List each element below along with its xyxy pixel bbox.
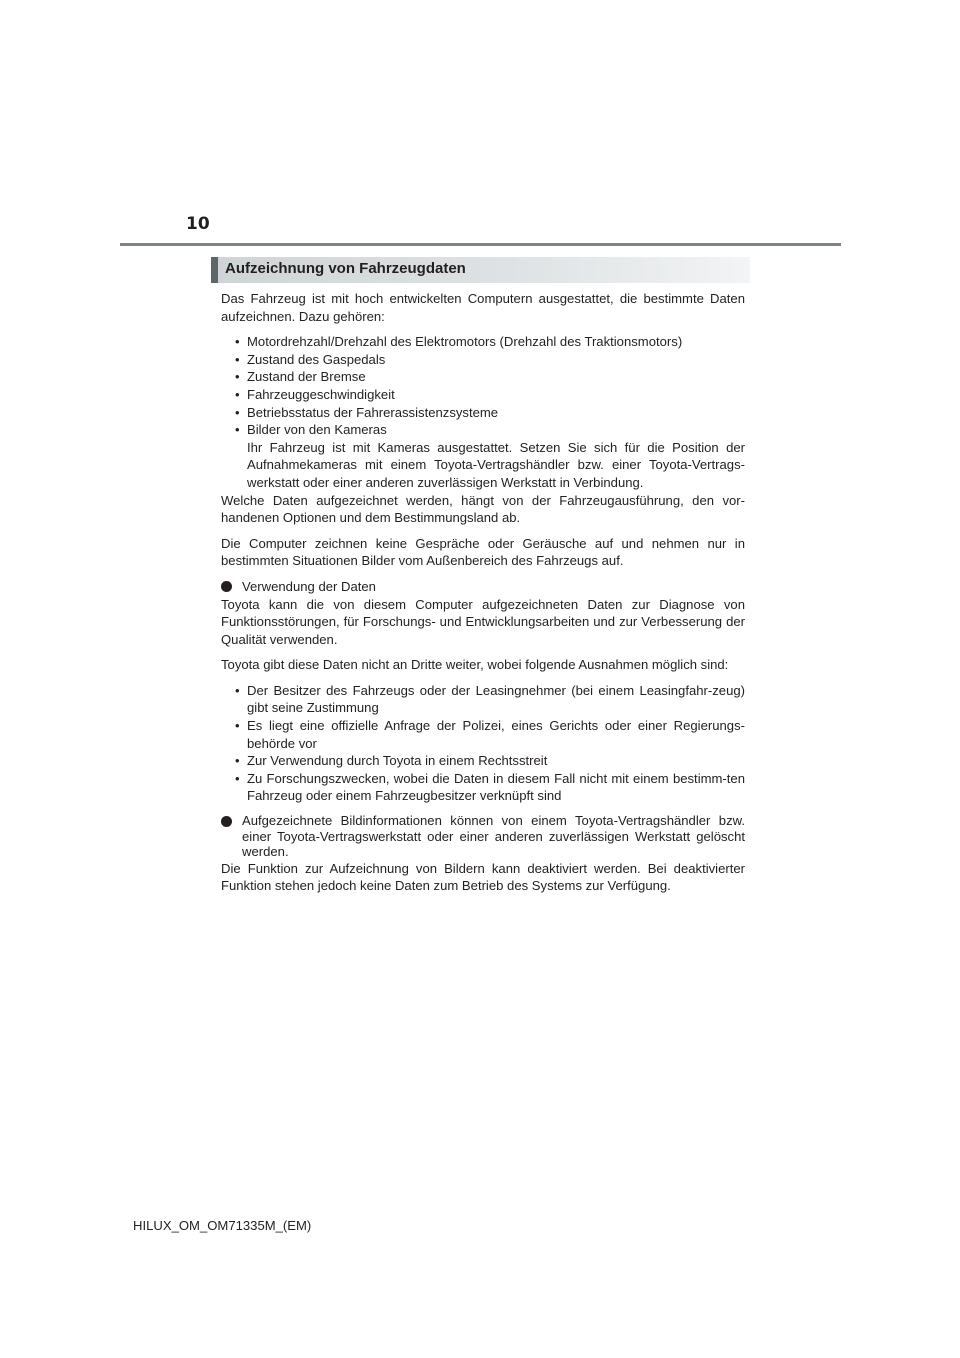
exceptions-list (221, 682, 745, 805)
list-item: • Es liegt eine offizielle Anfrage der Polizei, eines Gerichts oder einer Regierungs-behörde vor (235, 718, 745, 751)
list-item: • Bilder von den Kameras Ihr Fahrzeug ist mit Kameras ausgestattet. Setzen Sie sich für die Position der Aufnahmekameras mit einem Toyota-Vertragshändler bzw. einer Toyota-Vertrags-werkstatt oder einer anderen zuverlässigen Werkstatt in Verbindung. (235, 422, 745, 490)
usage-heading: Verwendung der Daten (242, 578, 376, 594)
recorded-data-list (221, 333, 745, 491)
section-accent (211, 257, 218, 283)
third-party-paragraph: Toyota gibt diese Daten nicht an Dritte weiter, wobei folgende Ausnahmen möglich sind: (221, 657, 729, 673)
list-item: • Zur Verwendung durch Toyota in einem Rechtsstreit (235, 753, 548, 769)
section-title: Aufzeichnung von Fahrzeugdaten (225, 260, 466, 277)
list-item: • Zustand des Gaspedals (235, 351, 386, 367)
list-item: • Zustand der Bremse (235, 369, 366, 385)
section-header (211, 257, 750, 283)
list-item: • Fahrzeuggeschwindigkeit (235, 386, 395, 402)
list-item: • Motordrehzahl/Drehzahl des Elektromotors (Drehzahl des Traktionsmotors) (235, 334, 683, 350)
list-item: • Der Besitzer des Fahrzeugs oder der Leasingnehmer (bei einem Leasingfahr-zeug) gibt seine Zustimmung (235, 682, 745, 716)
header-rule (120, 243, 841, 246)
deletion-item (221, 813, 745, 860)
deletion-text: Aufgezeichnete Bildinformationen können von einem Toyota-Vertragshändler bzw. einer Toyota-Vertragswerkstatt oder einer anderen zuverlässigen Werkstatt gelöscht werden. (242, 813, 745, 860)
list-item: • Zu Forschungszwecken, wobei die Daten in diesem Fall nicht mit einem bestimm-ten Fahrzeug oder einem Fahrzeugbesitzer verknüpft sind (235, 770, 745, 804)
document-body (221, 290, 745, 895)
bullet-circle-icon (221, 581, 232, 592)
disable-paragraph: Die Funktion zur Aufzeichnung von Bildern kann deaktiviert werden. Bei deaktivierter Funktion stehen jedoch keine Daten zum Betrieb des Systems zur Verfügung. (221, 860, 745, 894)
no-audio-paragraph: Die Computer zeichnen keine Gespräche oder Geräusche auf und nehmen nur in bestimmten Situationen Bilder vom Außenbereich des Fahrzeugs auf. (221, 535, 745, 569)
list-item: • Betriebsstatus der Fahrerassistenzsysteme (235, 404, 499, 420)
footer-code: HILUX_OM_OM71335M_(EM) (133, 1218, 312, 1233)
variation-paragraph: Welche Daten aufgezeichnet werden, hängt von der Fahrzeugausführung, den vor-handenen Optionen und dem Bestimmungsland ab. (221, 492, 745, 526)
page-number: 10 (186, 214, 210, 234)
usage-item (221, 578, 745, 596)
bullet-circle-icon (221, 816, 232, 827)
intro-paragraph: Das Fahrzeug ist mit hoch entwickelten Computern ausgestattet, die bestimmte Daten aufzeichnen. Dazu gehören: (221, 291, 745, 324)
usage-paragraph: Toyota kann die von diesem Computer aufgezeichneten Daten zur Diagnose von Funktionsstörungen, für Forschungs- und Entwicklungsarbeiten und zur Verbesserung der Qualität verwenden. (221, 596, 745, 647)
camera-note: Ihr Fahrzeug ist mit Kameras ausgestattet. Setzen Sie sich für die Position der Aufnahmekameras mit einem Toyota-Vertragshändler bzw. einer Toyota-Vertrags-werkstatt oder einer anderen zuverlässigen Werkstatt in Verbindung. (247, 439, 745, 490)
